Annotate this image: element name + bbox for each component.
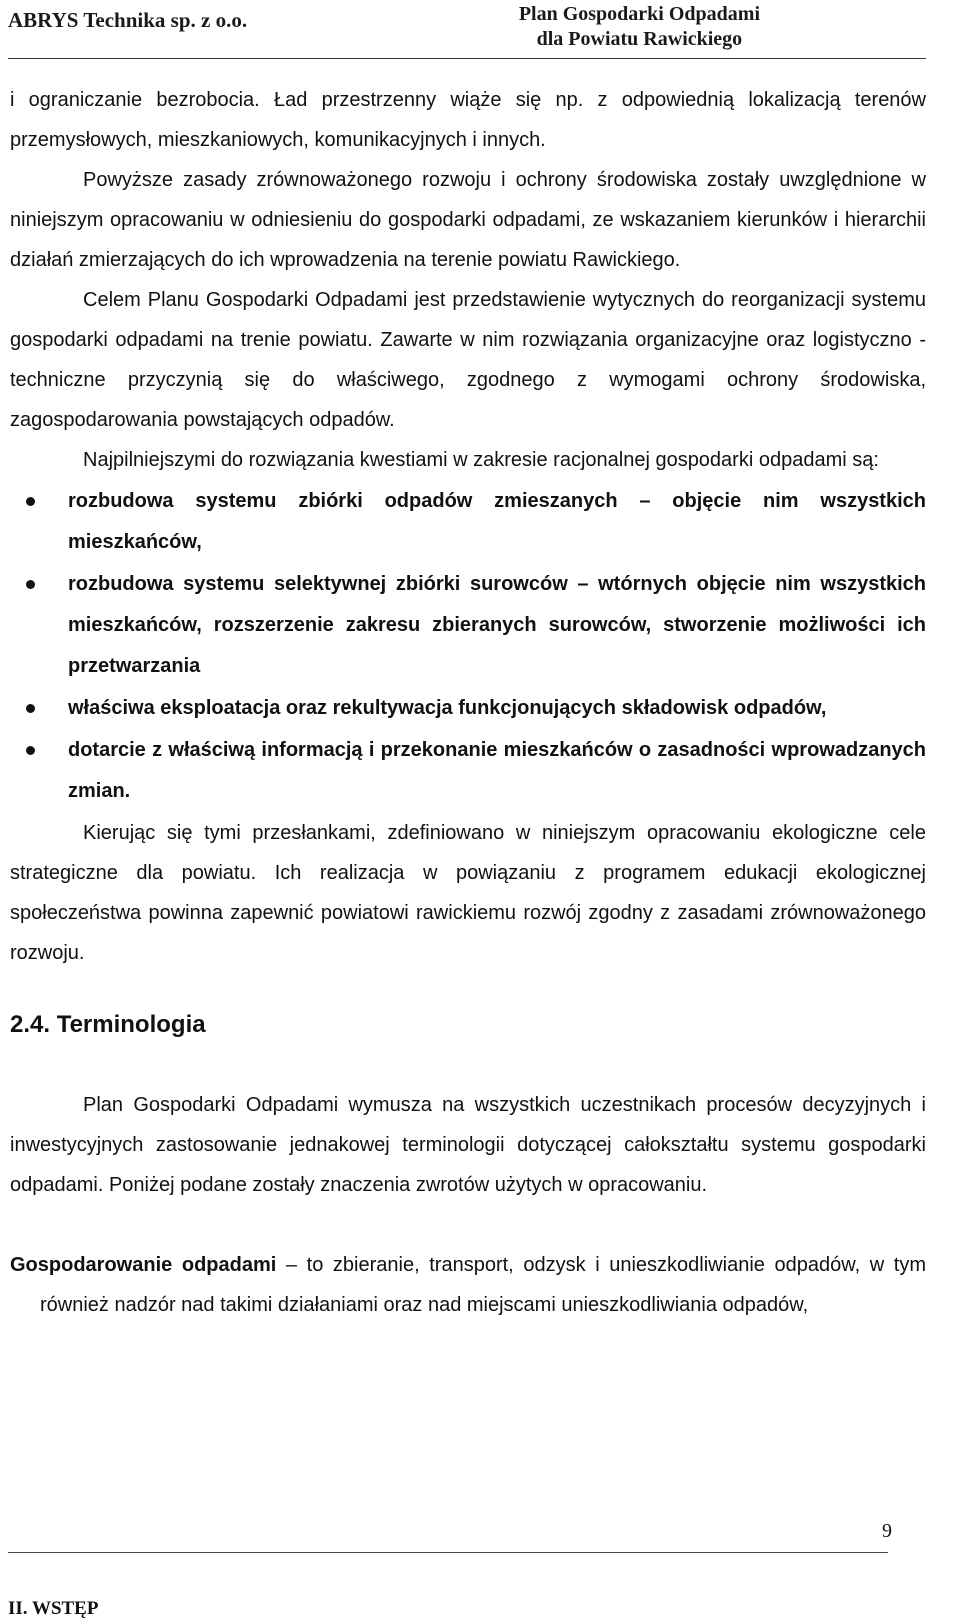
paragraph-5: Kierując się tymi przesłankami, zdefiniowano w niniejszym opracowaniu ekologiczne cele strategiczne dla powiatu. Ich realizacja w powiązaniu z programem edukacji ekologicznej społeczeństwa powinna zapewnić powiatowi rawickiemu rozwój zgodny z zasadami zrównoważonego rozwoju. <box>10 822 926 964</box>
list-item: rozbudowa systemu zbiórki odpadów zmieszanych – objęcie nim wszystkich mieszkańców, <box>10 481 926 563</box>
term-definition <box>10 1245 926 1325</box>
header-title-line-1: Plan Gospodarki Odpadami <box>518 3 760 25</box>
footer-rule <box>8 1552 888 1553</box>
bullet-icon <box>26 497 35 506</box>
paragraph-6: Plan Gospodarki Odpadami wymusza na wszystkich uczestnikach procesów decyzyjnych i inwestycyjnych zastosowanie jednakowej terminologii dotyczącej całokształtu systemu gospodarki odpadami. Poniżej podane zostały znaczenia zwrotów użytych w opracowaniu. <box>10 1094 926 1196</box>
list-item: dotarcie z właściwą informacją i przekonanie mieszkańców o zasadności wprowadzanych zmian. <box>10 730 926 812</box>
header-rule <box>8 58 926 59</box>
bullet-icon <box>26 746 35 755</box>
page-number: 9 <box>882 1520 892 1542</box>
term-text: – to zbieranie, transport, odzysk i unieszkodliwianie odpadów, w tym również nadzór nad takimi działaniami oraz nad miejscami unieszkodliwiania odpadów, <box>40 1254 926 1316</box>
paragraph-2: Powyższe zasady zrównoważonego rozwoju i ochrony środowiska zostały uwzględnione w niniejszym opracowaniu w odniesieniu do gospodarki odpadami, ze wskazaniem kierunków i hierarchii działań zmierzających do ich wprowadzenia na terenie powiatu Rawickiego. <box>10 169 926 271</box>
list-item: właściwa eksploatacja oraz rekultywacja funkcjonujących składowisk odpadów, <box>10 688 926 729</box>
paragraph-1: i ograniczanie bezrobocia. Ład przestrzenny wiąże się np. z odpowiednią lokalizacją terenów przemysłowych, mieszkaniowych, komunikacyjnych i innych. <box>10 89 926 151</box>
page-header <box>0 0 960 58</box>
paragraph-4: Najpilniejszymi do rozwiązania kwestiami w zakresie racjonalnej gospodarki odpadami są: <box>83 449 879 471</box>
footer-section-label: II. WSTĘP <box>8 1598 99 1619</box>
term-name: Gospodarowanie odpadami <box>10 1254 277 1276</box>
spacer <box>10 1205 926 1245</box>
priority-list <box>10 481 926 812</box>
header-document-title <box>519 2 760 52</box>
section-heading: 2.4. Terminologia <box>10 1011 206 1038</box>
spacer <box>10 1045 926 1085</box>
bullet-icon <box>26 580 35 589</box>
header-title-line-2: dla Powiatu Rawickiego <box>536 28 743 50</box>
list-item: rozbudowa systemu selektywnej zbiórki surowców – wtórnych objęcie nim wszystkich mieszkańców, rozszerzenie zakresu zbieranych surowców, stworzenie możliwości ich przetwarzania <box>10 564 926 687</box>
bullet-icon <box>26 704 35 713</box>
paragraph-3: Celem Planu Gospodarki Odpadami jest przedstawienie wytycznych do reorganizacji systemu gospodarki odpadami na trenie powiatu. Zawarte w nim rozwiązania organizacyjne oraz logistyczno - techniczne przyczynią się do właściwego, zgodnego z wymogami ochrony środowiska, zagospodarowania powstających odpadów. <box>10 289 926 431</box>
header-company: ABRYS Technika sp. z o.o. <box>8 8 248 32</box>
document-body <box>10 80 926 1325</box>
